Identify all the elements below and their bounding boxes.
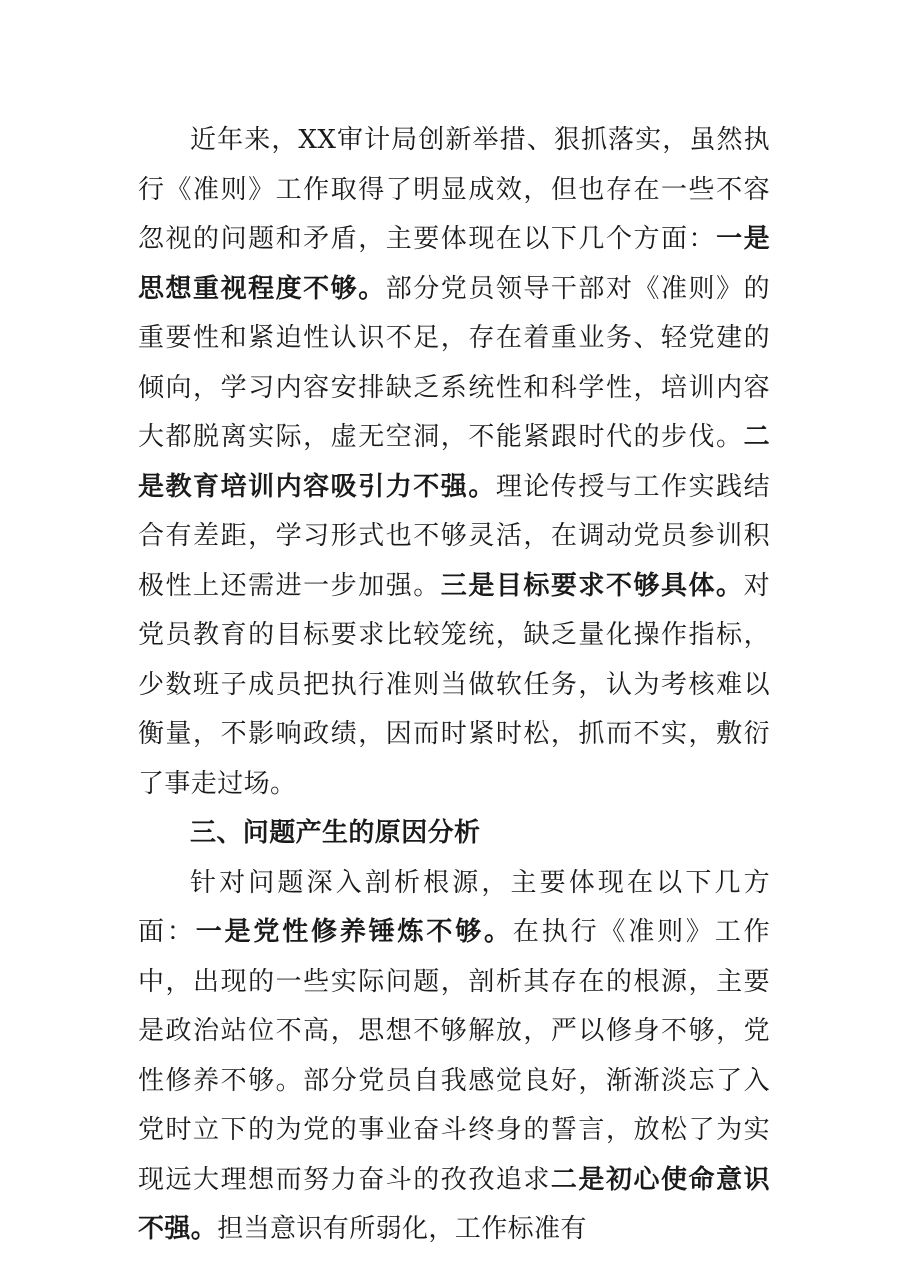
text-segment: 担当意识有所弱化，工作标准有 [217, 1214, 587, 1244]
text-segment: 近年来，XX审计局创新举措、狠抓落实，虽然执行《准则》工作取得了明显成效，但也存在一些不容忽视的问题和矛盾，主要体现在以下几个方面： [138, 125, 770, 254]
paragraph-problems [138, 116, 770, 809]
text-segment: 在执行《准则》工作中，出现的一些实际问题，剖析其存在的根源，主要是政治站位不高，思想不够解放，严以修身不够，党性修养不够。部分党员自我感觉良好，渐渐淡忘了入党时立下的为党的事业奋斗终身的誓言，放松了为实现远大理想而努力奋斗的孜孜追求 [138, 917, 771, 1195]
section-heading: 三、问题产生的原因分析 [190, 818, 481, 848]
bold-point-3: 三是目标要求不够具体。 [440, 570, 744, 601]
bold-point-1: 一是思想重视程度不够。 [138, 224, 770, 304]
text-segment: 理论传授与工作实践结合有差距，学习形式也不够灵活，在调动党员参训积极性上还需进一步加强。 [138, 471, 770, 601]
text-segment: 对党员教育的目标要求比较笼统，缺乏量化操作指标，少数班子成员把执行准则当做软任务，认为考核难以衡量，不影响政绩，因而时紧时松，抓而不实，敷衍了事走过场。 [138, 570, 770, 799]
bold-point-1: 一是党性修养锤炼不够。 [195, 917, 513, 947]
document-body [138, 116, 770, 1255]
text-segment: 针对问题深入剖析根源，主要体现在以下几方面： [138, 867, 770, 947]
text-segment: 部分党员领导干部对《准则》的重要性和紧迫性认识不足，存在着重业务、轻党建的倾向，学习内容安排缺乏系统性和科学性，培训内容大都脱离实际，虚无空洞，不能紧跟时代的步伐。 [138, 273, 770, 452]
bold-point-2: 二是初心使命意识不强。 [138, 1164, 770, 1244]
bold-point-2: 二是教育培训内容吸引力不强。 [138, 422, 770, 502]
paragraph-causes [138, 859, 770, 1255]
